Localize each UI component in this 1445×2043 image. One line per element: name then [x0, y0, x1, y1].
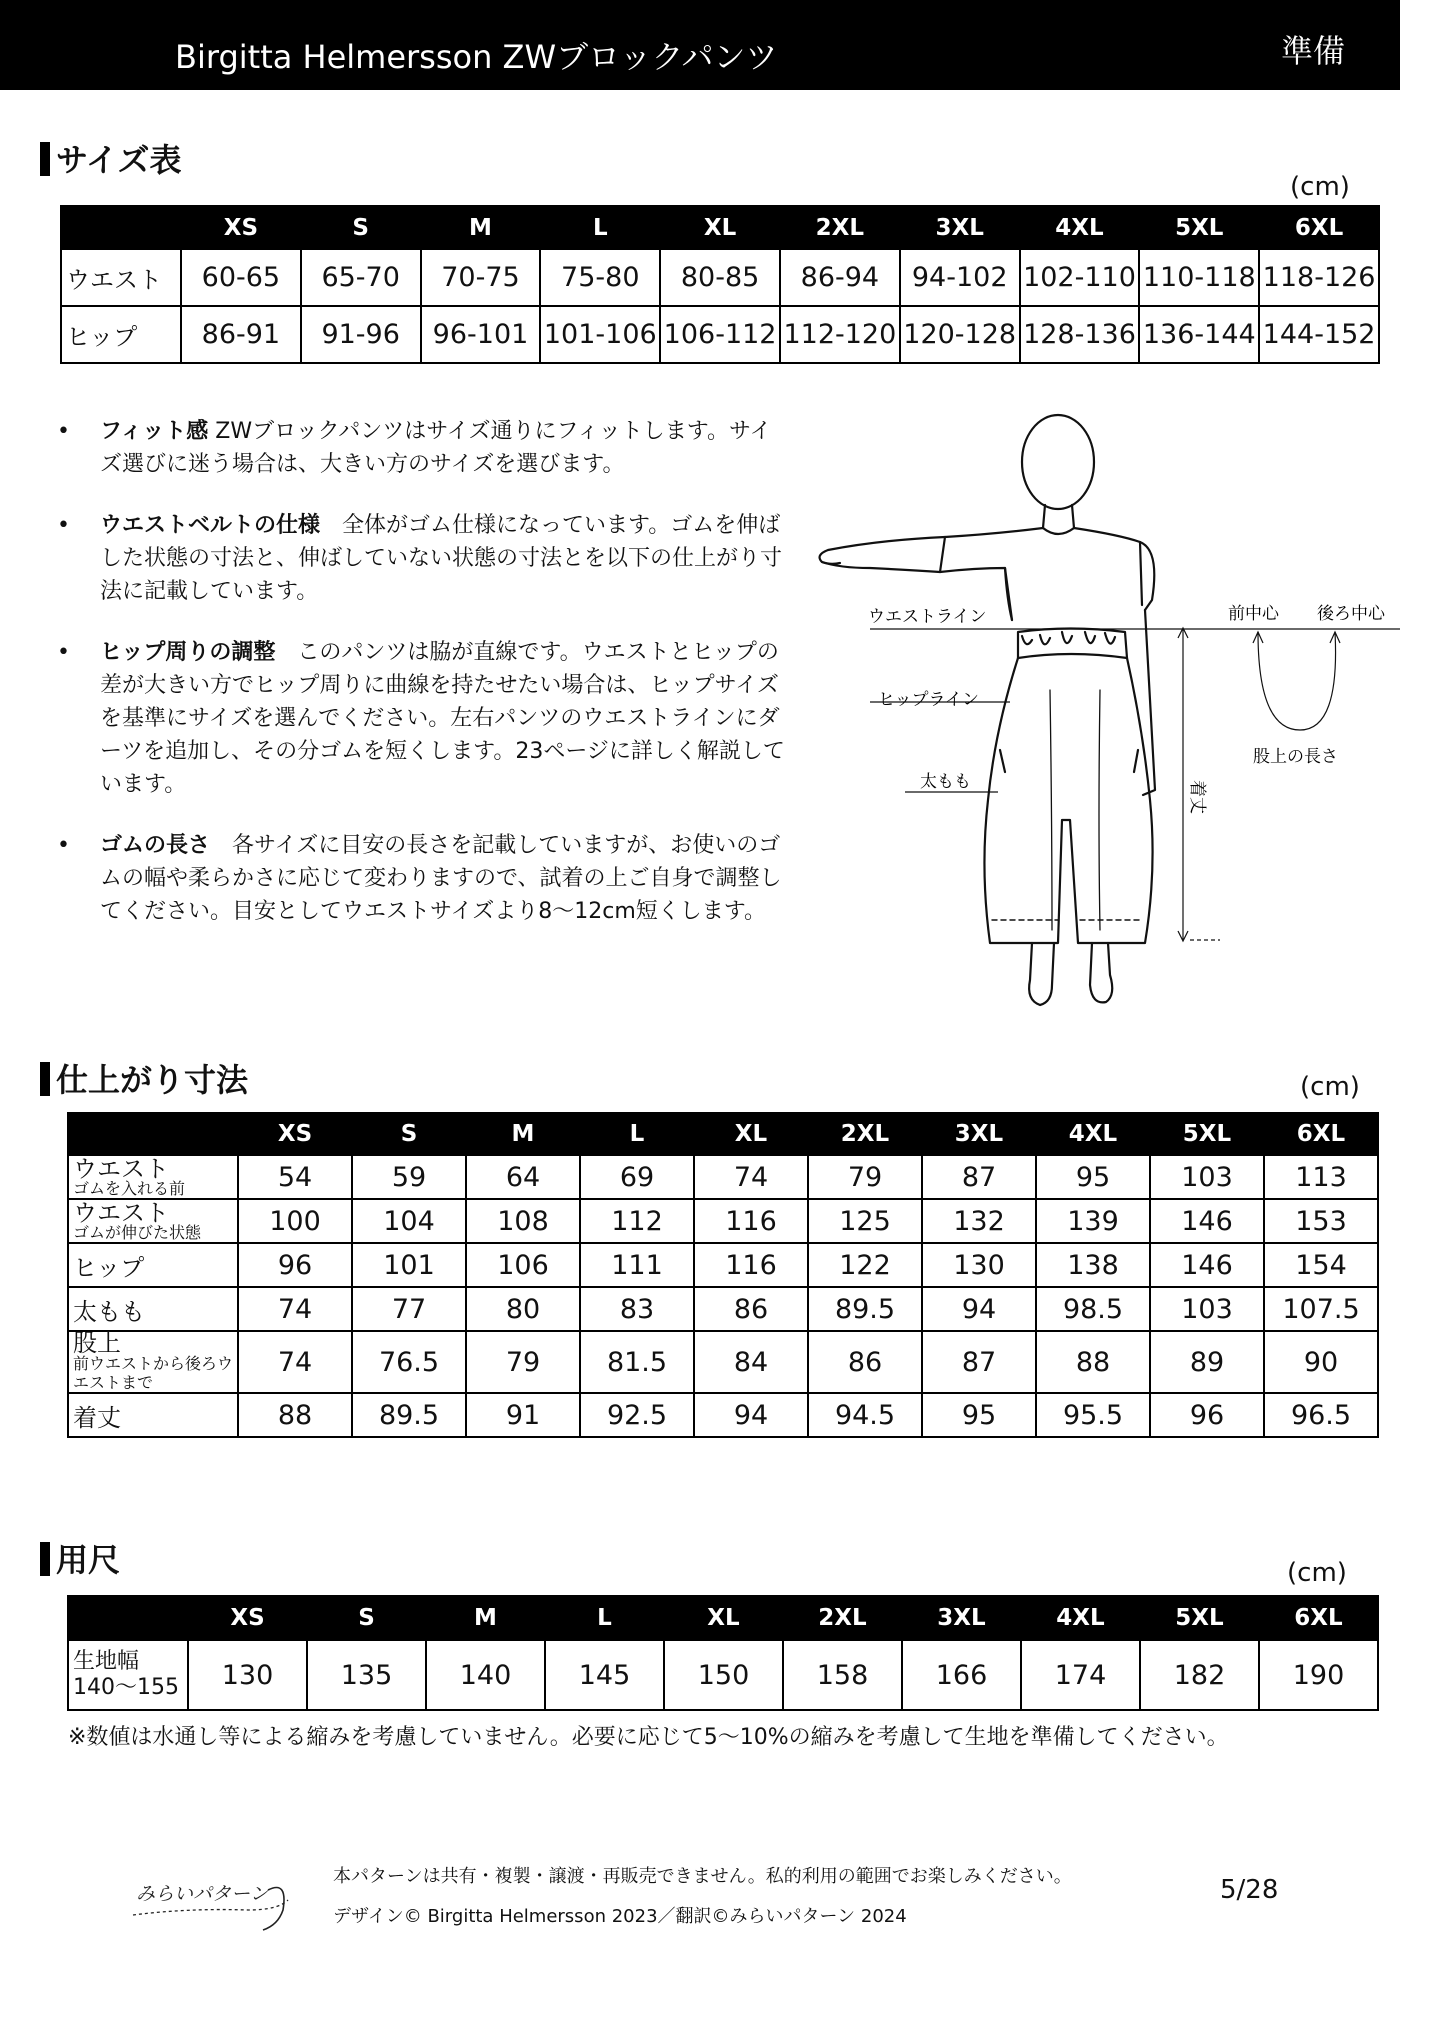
row-label: ウエスト: [61, 249, 181, 306]
table-cell: 70-75: [421, 249, 541, 306]
table-cell: 116: [694, 1199, 808, 1243]
label-thigh: 太もも: [920, 772, 971, 792]
size-header-xl: XL: [664, 1596, 783, 1640]
table-cell: 146: [1150, 1199, 1264, 1243]
row-label-main: ウエスト: [73, 1154, 169, 1183]
feet-shape: [1029, 943, 1112, 1005]
yardage-heading: 用尺: [40, 1535, 120, 1581]
table-cell: 94: [694, 1393, 808, 1437]
finished-heading: 仕上がり寸法: [40, 1055, 248, 1101]
row-label: [68, 1640, 188, 1710]
label-front-center: 前中心: [1228, 604, 1279, 624]
finished-unit: (cm): [1300, 1072, 1360, 1102]
table-cell: 75-80: [540, 249, 660, 306]
table-row: [61, 306, 1379, 363]
table-cell: 100: [238, 1199, 352, 1243]
table-cell: 59: [352, 1155, 466, 1199]
table-cell: 74: [694, 1155, 808, 1199]
table-cell: 83: [580, 1287, 694, 1331]
table-cell: 69: [580, 1155, 694, 1199]
table-cell: 95: [1036, 1155, 1150, 1199]
label-back-center: 後ろ中心: [1317, 604, 1385, 624]
row-label-main: ウエスト: [73, 1198, 169, 1227]
table-cell: 84: [694, 1331, 808, 1393]
table-cell: 108: [466, 1199, 580, 1243]
size-header-s: S: [301, 206, 421, 249]
table-cell: 190: [1259, 1640, 1378, 1710]
table-cell: 166: [902, 1640, 1021, 1710]
table-cell: 112-120: [780, 306, 900, 363]
size-header-l: L: [545, 1596, 664, 1640]
garment-illustration: [800, 400, 1410, 1040]
table-cell: 86: [808, 1331, 922, 1393]
table-cell: 122: [808, 1243, 922, 1287]
table-cell: 60-65: [181, 249, 301, 306]
size-header-xs: XS: [238, 1113, 352, 1155]
size-header-s: S: [352, 1113, 466, 1155]
table-cell: 94.5: [808, 1393, 922, 1437]
table-cell: 120-128: [900, 306, 1020, 363]
table-cell: 150: [664, 1640, 783, 1710]
row-label: [68, 1155, 238, 1199]
table-cell: 90: [1264, 1331, 1378, 1393]
table-cell: 74: [238, 1331, 352, 1393]
usage-notice: 本パターンは共有・複製・譲渡・再販売できません。私的利用の範囲でお楽しみください。: [333, 1866, 1072, 1887]
size-header-xl: XL: [660, 206, 780, 249]
row-label: 着丈: [68, 1393, 238, 1437]
table-cell: 116: [694, 1243, 808, 1287]
table-cell: 101: [352, 1243, 466, 1287]
table-cell: 145: [545, 1640, 664, 1710]
table-cell: 96-101: [421, 306, 541, 363]
table-cell: 98.5: [1036, 1287, 1150, 1331]
table-row: [61, 249, 1379, 306]
table-cell: 86-91: [181, 306, 301, 363]
size-header-2xl: 2XL: [783, 1596, 902, 1640]
table-cell: 101-106: [540, 306, 660, 363]
arm-shape: [820, 537, 945, 572]
size-chart-heading: サイズ表: [40, 135, 181, 181]
table-cell: 86-94: [780, 249, 900, 306]
table-cell: 89.5: [352, 1393, 466, 1437]
size-header-l: L: [540, 206, 660, 249]
size-header-xs: XS: [188, 1596, 307, 1640]
table-cell: 107.5: [1264, 1287, 1378, 1331]
table-cell: 102-110: [1020, 249, 1140, 306]
table-cell: 95: [922, 1393, 1036, 1437]
pants-shape: [984, 658, 1152, 943]
row-label-sub: 前ウエストから後ろウエストまで: [73, 1354, 234, 1392]
table-cell: 136-144: [1139, 306, 1259, 363]
table-cell: 135: [307, 1640, 426, 1710]
table-cell: 104: [352, 1199, 466, 1243]
table-cell: 81.5: [580, 1331, 694, 1393]
table-cell: 130: [922, 1243, 1036, 1287]
section-badge: 準備: [1280, 32, 1345, 70]
size-header-3xl: 3XL: [900, 206, 1020, 249]
size-chart-unit: (cm): [1290, 172, 1350, 202]
row-label-sub: 140〜155: [73, 1675, 179, 1700]
table-cell: 79: [466, 1331, 580, 1393]
row-label: ヒップ: [68, 1243, 238, 1287]
yardage-unit: (cm): [1287, 1558, 1347, 1588]
table-cell: 89.5: [808, 1287, 922, 1331]
size-header-5xl: 5XL: [1150, 1113, 1264, 1155]
table-cell: 79: [808, 1155, 922, 1199]
table-cell: 125: [808, 1199, 922, 1243]
table-cell: 154: [1264, 1243, 1378, 1287]
page-number: 5/28: [1220, 1875, 1279, 1905]
table-row: [68, 1199, 1378, 1243]
table-cell: 132: [922, 1199, 1036, 1243]
table-cell: 138: [1036, 1243, 1150, 1287]
head-shape: [1022, 415, 1094, 509]
row-label-main: 生地幅: [73, 1649, 140, 1674]
size-header-6xl: 6XL: [1264, 1113, 1378, 1155]
table-cell: 153: [1264, 1199, 1378, 1243]
finished-table: [67, 1112, 1379, 1438]
copyright-notice: デザイン© Birgitta Helmersson 2023／翻訳©みらいパターン 2024: [333, 1906, 907, 1927]
yardage-table: [67, 1595, 1379, 1711]
size-header-m: M: [426, 1596, 545, 1640]
logo-text: みらいパターン: [136, 1883, 269, 1905]
size-header-6xl: 6XL: [1259, 1596, 1378, 1640]
row-label-main: 股上: [73, 1329, 121, 1357]
table-cell: 96: [238, 1243, 352, 1287]
table-row: [68, 1640, 1378, 1710]
table-cell: 76.5: [352, 1331, 466, 1393]
table-cell: 94: [922, 1287, 1036, 1331]
note-text: 全体がゴム仕様になっています。ゴムを伸ばした状態の寸法と、伸ばしていない状態の寸法とを以下の仕上がり寸法に記載しています。: [100, 513, 783, 604]
corner-cell: [61, 206, 181, 249]
table-cell: 80-85: [660, 249, 780, 306]
table-row: [68, 1243, 1378, 1287]
table-cell: 140: [426, 1640, 545, 1710]
size-header-4xl: 4XL: [1036, 1113, 1150, 1155]
table-cell: 112: [580, 1199, 694, 1243]
table-cell: 87: [922, 1331, 1036, 1393]
corner-cell: [68, 1596, 188, 1640]
table-row: [68, 1393, 1378, 1437]
size-header-4xl: 4XL: [1020, 206, 1140, 249]
table-cell: 92.5: [580, 1393, 694, 1437]
size-header-6xl: 6XL: [1259, 206, 1379, 249]
size-header-3xl: 3XL: [902, 1596, 1021, 1640]
table-cell: 86: [694, 1287, 808, 1331]
label-length: 着丈: [1187, 780, 1207, 814]
row-label: 太もも: [68, 1287, 238, 1331]
table-cell: 113: [1264, 1155, 1378, 1199]
table-row: [68, 1287, 1378, 1331]
table-cell: 174: [1021, 1640, 1140, 1710]
size-header-xl: XL: [694, 1113, 808, 1155]
table-cell: 110-118: [1139, 249, 1259, 306]
table-cell: 158: [783, 1640, 902, 1710]
size-header-3xl: 3XL: [922, 1113, 1036, 1155]
note-heading: ヒップ周りの調整: [100, 640, 276, 665]
label-rise-length: 股上の長さ: [1253, 747, 1338, 767]
size-header-2xl: 2XL: [780, 206, 900, 249]
table-cell: 130: [188, 1640, 307, 1710]
table-cell: 65-70: [301, 249, 421, 306]
table-cell: 139: [1036, 1199, 1150, 1243]
table-cell: 95.5: [1036, 1393, 1150, 1437]
table-cell: 91-96: [301, 306, 421, 363]
size-header-l: L: [580, 1113, 694, 1155]
notes-list: [55, 415, 785, 956]
row-label: ヒップ: [61, 306, 181, 363]
table-cell: 128-136: [1020, 306, 1140, 363]
size-header-4xl: 4XL: [1021, 1596, 1140, 1640]
table-cell: 94-102: [900, 249, 1020, 306]
table-cell: 87: [922, 1155, 1036, 1199]
note-item: [55, 509, 785, 608]
corner-cell: [68, 1113, 238, 1155]
shrinkage-footnote: ※数値は水通し等による縮みを考慮していません。必要に応じて5〜10%の縮みを考慮して生地を準備してください。: [68, 1725, 1229, 1750]
row-label-sub: ゴムを入れる前: [73, 1178, 186, 1198]
table-cell: 106-112: [660, 306, 780, 363]
row-label: [68, 1199, 238, 1243]
row-label-sub: ゴムが伸びた状態: [73, 1222, 202, 1242]
table-cell: 106: [466, 1243, 580, 1287]
row-label: [68, 1331, 238, 1393]
table-cell: 88: [238, 1393, 352, 1437]
table-cell: 64: [466, 1155, 580, 1199]
rise-curve: [1258, 632, 1336, 730]
table-cell: 146: [1150, 1243, 1264, 1287]
note-text: このパンツは脇が直線です。ウエストとヒップの差が大きい方でヒップ周りに曲線を持たせたい場合は、ヒップサイズを基準にサイズを選んでください。左右パンツのウエストラインにダーツを追加し、その分ゴムを短くします。23ページに詳しく解説しています。: [100, 640, 785, 797]
brand-logo: [128, 1860, 308, 1940]
table-cell: 111: [580, 1243, 694, 1287]
label-hip-line: ヒップライン: [878, 690, 979, 710]
note-heading: フィット感: [100, 419, 209, 444]
note-item: [55, 636, 785, 801]
size-chart-table: [60, 205, 1380, 364]
table-cell: 118-126: [1259, 249, 1379, 306]
size-header-xs: XS: [181, 206, 301, 249]
table-row: [68, 1331, 1378, 1393]
table-cell: 89: [1150, 1331, 1264, 1393]
note-item: [55, 829, 785, 928]
note-text: 各サイズに目安の長さを記載していますが、お使いのゴムの幅や柔らかさに応じて変わりますので、試着の上ご自身で調整してください。目安としてウエストサイズより8〜12cm短くします。: [100, 833, 782, 924]
table-cell: 54: [238, 1155, 352, 1199]
label-waist-line: ウエストライン: [868, 607, 987, 627]
table-cell: 91: [466, 1393, 580, 1437]
table-cell: 80: [466, 1287, 580, 1331]
table-row: [68, 1155, 1378, 1199]
table-cell: 88: [1036, 1331, 1150, 1393]
figure-drawing: [800, 400, 1410, 1040]
size-header-5xl: 5XL: [1139, 206, 1259, 249]
size-header-m: M: [466, 1113, 580, 1155]
note-item: [55, 415, 785, 481]
note-heading: ゴムの長さ: [100, 833, 211, 858]
size-header-s: S: [307, 1596, 426, 1640]
note-text: ZWブロックパンツはサイズ通りにフィットします。サイズ選びに迷う場合は、大きい方のサイズを選びます。: [100, 419, 772, 477]
table-cell: 77: [352, 1287, 466, 1331]
note-heading: ウエストベルトの仕様: [100, 513, 321, 538]
size-header-m: M: [421, 206, 541, 249]
table-cell: 103: [1150, 1287, 1264, 1331]
table-cell: 103: [1150, 1155, 1264, 1199]
table-cell: 144-152: [1259, 306, 1379, 363]
document-title: Birgitta Helmersson ZWブロックパンツ: [175, 38, 778, 76]
table-cell: 74: [238, 1287, 352, 1331]
size-header-2xl: 2XL: [808, 1113, 922, 1155]
table-cell: 96.5: [1264, 1393, 1378, 1437]
size-header-5xl: 5XL: [1140, 1596, 1259, 1640]
table-cell: 182: [1140, 1640, 1259, 1710]
table-cell: 96: [1150, 1393, 1264, 1437]
page-header: [0, 0, 1400, 90]
